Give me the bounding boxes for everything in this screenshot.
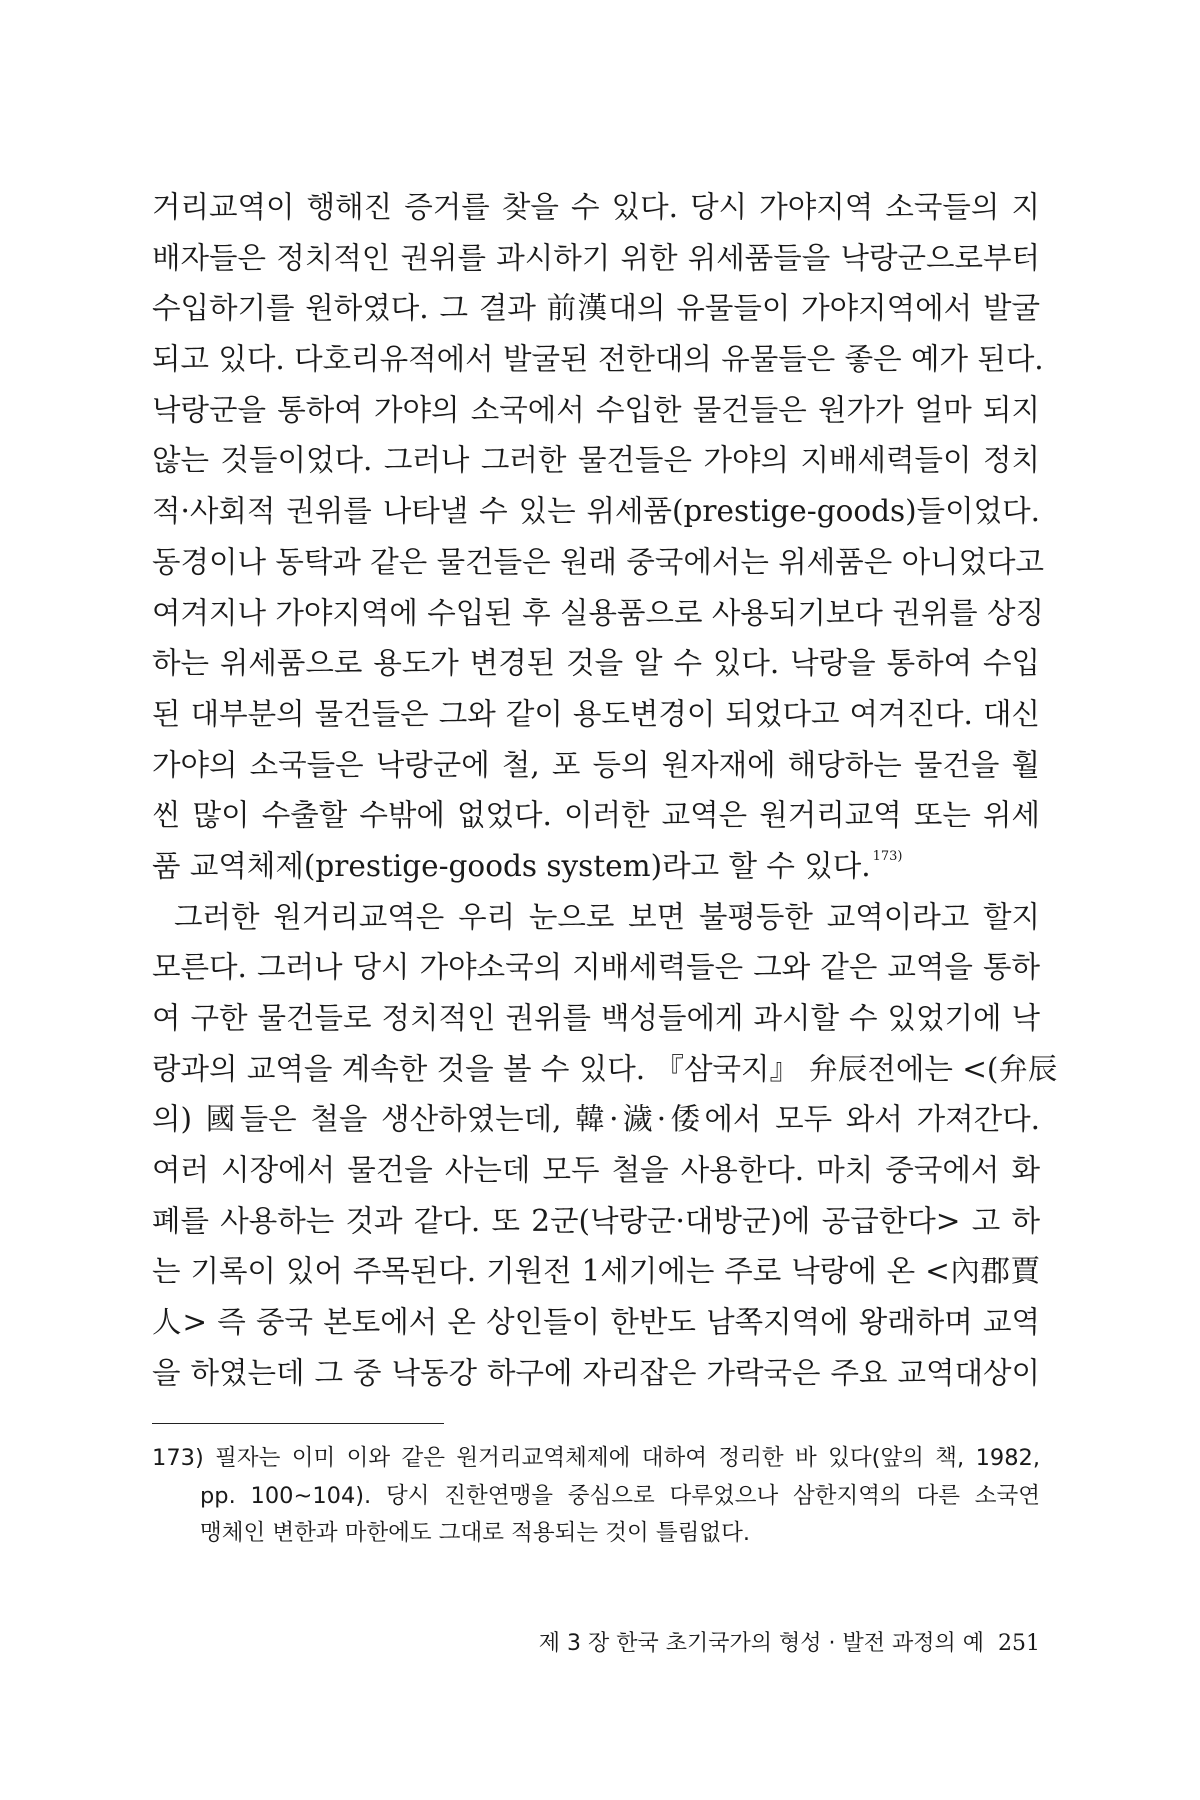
footnote-divider: [152, 1423, 444, 1424]
page-number: 251: [998, 1631, 1040, 1656]
text-line: 가야의 소국들은 낙랑군에 철, 포 등의 원자재에 해당하는 물건을 훨: [152, 747, 1040, 782]
text-line: 씬 많이 수출할 수밖에 없었다. 이러한 교역은 원거리교역 또는 위세: [152, 798, 1040, 833]
text-line: 되고 있다. 다호리유적에서 발굴된 전한대의 유물들은 좋은 예가 된다.: [152, 342, 1044, 377]
text-line: 人> 즉 중국 본토에서 온 상인들이 한반도 남쪽지역에 왕래하며 교역: [152, 1305, 1040, 1340]
text-line: 동경이나 동탁과 같은 물건들은 원래 중국에서는 위세품은 아니었다고: [152, 544, 1045, 579]
chapter-title: 제 3 장 한국 초기국가의 형성 · 발전 과정의 예: [538, 1631, 984, 1656]
footnote-line: 맹체인 변한과 마한에도 그대로 적용되는 것이 틀림없다.: [200, 1520, 750, 1546]
footnote: [152, 1440, 1040, 1553]
text-line: 배자들은 정치적인 권위를 과시하기 위한 위세품들을 낙랑군으로부터: [152, 240, 1040, 275]
text-line: 된 대부분의 물건들은 그와 같이 용도변경이 되었다고 여겨진다. 대신: [152, 696, 1040, 731]
footnote-line: 173) 필자는 이미 이와 같은 원거리교역체제에 대하여 정리한 바 있다(앞의 책, 1982,: [152, 1445, 1040, 1471]
text-line: 낙랑군을 통하여 가야의 소국에서 수입한 물건들은 원가가 얼마 되지: [152, 392, 1040, 427]
text-line: 는 기록이 있어 주목된다. 기원전 1세기에는 주로 낙랑에 온 <內郡賈: [152, 1254, 1040, 1289]
running-footer: [539, 1626, 1040, 1657]
text-line: 여러 시장에서 물건을 사는데 모두 철을 사용한다. 마치 중국에서 화: [152, 1153, 1040, 1188]
footnote-line: pp. 100~104). 당시 진한연맹을 중심으로 다루었으나 삼한지역의 다른 소국연: [200, 1482, 1040, 1509]
footnote-reference[interactable]: 173): [872, 848, 903, 864]
main-text: [152, 182, 1058, 1399]
text-line: 거리교역이 행해진 증거를 찾을 수 있다. 당시 가야지역 소국들의 지: [152, 190, 1040, 224]
text-span: 품 교역체제(prestige-goods system)라고 할 수 있다.: [152, 848, 871, 883]
text-line: 여 구한 물건들로 정치적인 권위를 백성들에게 과시할 수 있었기에 낙: [152, 1001, 1040, 1035]
text-line: 랑과의 교역을 계속한 것을 볼 수 있다. 『삼국지』 弁辰전에는 <(弁辰: [152, 1051, 1058, 1086]
text-line: 의) 國들은 철을 생산하였는데, 韓·濊·倭에서 모두 와서 가져간다.: [152, 1102, 1040, 1137]
text-line: 수입하기를 원하였다. 그 결과 前漢대의 유물들이 가야지역에서 발굴: [152, 291, 1040, 326]
text-line: 을 하였는데 그 중 낙동강 하구에 자리잡은 가락국은 주요 교역대상이: [152, 1355, 1040, 1390]
text-line: 폐를 사용하는 것과 같다. 또 2군(낙랑군·대방군)에 공급한다> 고 하: [152, 1203, 1040, 1238]
text-line: 않는 것들이었다. 그러나 그러한 물건들은 가야의 지배세력들이 정치: [152, 443, 1040, 478]
paragraph-end-line: [152, 841, 1040, 892]
text-line: 모른다. 그러나 당시 가야소국의 지배세력들은 그와 같은 교역을 통하: [152, 950, 1040, 985]
paragraph-start-line: 그러한 원거리교역은 우리 눈으로 보면 불평등한 교역이라고 할지: [174, 899, 1040, 934]
text-line: 여겨지나 가야지역에 수입된 후 실용품으로 사용되기보다 권위를 상징: [152, 595, 1045, 630]
text-line: 적·사회적 권위를 나타낼 수 있는 위세품(prestige-goods)들이었다.: [152, 494, 1040, 529]
text-line: 하는 위세품으로 용도가 변경된 것을 알 수 있다. 낙랑을 통하여 수입: [152, 646, 1040, 681]
